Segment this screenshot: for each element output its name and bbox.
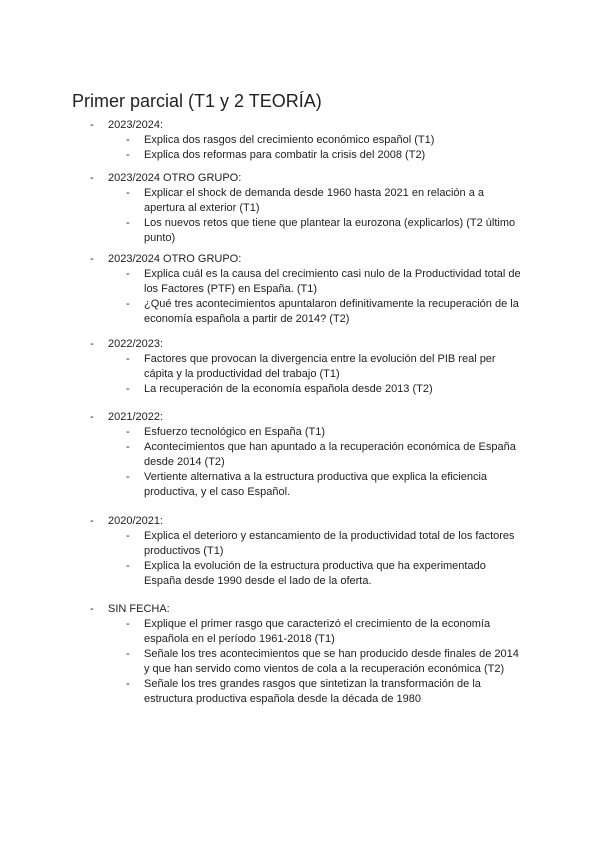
item-text: Acontecimientos que han apuntado a la recuperación económica de España desde 2014 (T2): [144, 441, 516, 468]
item-text: Explica cuál es la causa del crecimiento casi nulo de la Productividad total de los Factores (PTF) en España. (T1): [144, 268, 521, 295]
section-heading: 2023/2024 OTRO GRUPO:: [108, 172, 242, 184]
bullet-dash: -: [90, 172, 94, 184]
bullet-dash: -: [90, 253, 94, 265]
section-heading: SIN FECHA:: [108, 603, 170, 615]
bullet-dash: -: [126, 383, 130, 395]
item-text: Los nuevos retos que tiene que plantear la eurozona (explicarlos) (T2 último punto): [144, 217, 516, 244]
bullet-dash: -: [126, 441, 130, 453]
item-text: ¿Qué tres acontecimientos apuntalaron definitivamente la recuperación de la economía española a partir de 2014? (T2): [144, 298, 519, 325]
bullet-dash: -: [90, 411, 94, 423]
item-text: Vertiente alternativa a la estructura productiva que explica la eficiencia productiva, y el caso Español.: [144, 471, 488, 498]
bullet-dash: -: [126, 268, 130, 280]
section-heading: 2023/2024 OTRO GRUPO:: [108, 253, 242, 265]
bullet-dash: -: [126, 217, 130, 229]
bullet-dash: -: [126, 618, 130, 630]
page-title: Primer parcial (T1 y 2 TEORÍA): [72, 91, 322, 111]
item-text: Explica dos reformas para combatir la crisis del 2008 (T2): [144, 149, 426, 161]
bullet-dash: -: [126, 149, 130, 161]
bullet-dash: -: [126, 187, 130, 199]
bullet-dash: -: [126, 353, 130, 365]
bullet-dash: -: [126, 471, 130, 483]
section-heading: 2020/2021:: [108, 515, 164, 527]
item-text: Esfuerzo tecnológico en España (T1): [144, 426, 325, 438]
item-text: Explica dos rasgos del crecimiento económico español (T1): [144, 134, 435, 146]
item-text: Factores que provocan la divergencia entre la evolución del PIB real per cápita y la productividad del trabajo (T1): [144, 353, 496, 380]
bullet-dash: -: [126, 530, 130, 542]
section-heading: 2022/2023:: [108, 338, 164, 350]
item-text: Explica el deterioro y estancamiento de la productividad total de los factores productivos (T1): [144, 530, 515, 557]
bullet-dash: -: [126, 426, 130, 438]
item-text: Explicar el shock de demanda desde 1960 hasta 2021 en relación a a apertura al exterior (T1): [144, 187, 485, 214]
bullet-dash: -: [126, 678, 130, 690]
bullet-dash: -: [126, 134, 130, 146]
bullet-dash: -: [126, 298, 130, 310]
section-heading: 2021/2022:: [108, 411, 164, 423]
item-text: Explique el primer rasgo que caracterizó el crecimiento de la economía española en el período 1961-2018 (T1): [144, 618, 491, 645]
item-text: Señale los tres acontecimientos que se han producido desde finales de 2014 y que han servido como vientos de cola a la recuperación económica (T2): [144, 648, 519, 675]
item-text: Explica la evolución de la estructura productiva que ha experimentado España desde 1990 desde el lado de la oferta.: [144, 560, 486, 587]
bullet-dash: -: [90, 603, 94, 615]
item-text: La recuperación de la economía española desde 2013 (T2): [144, 383, 433, 395]
bullet-dash: -: [90, 119, 94, 131]
bullet-dash: -: [90, 338, 94, 350]
section-heading: 2023/2024:: [108, 119, 164, 131]
item-text: Señale los tres grandes rasgos que sintetizan la transformación de la estructura productiva española desde la década de 1980: [144, 678, 481, 705]
bullet-dash: -: [126, 648, 130, 660]
bullet-dash: -: [90, 515, 94, 527]
bullet-dash: -: [126, 560, 130, 572]
